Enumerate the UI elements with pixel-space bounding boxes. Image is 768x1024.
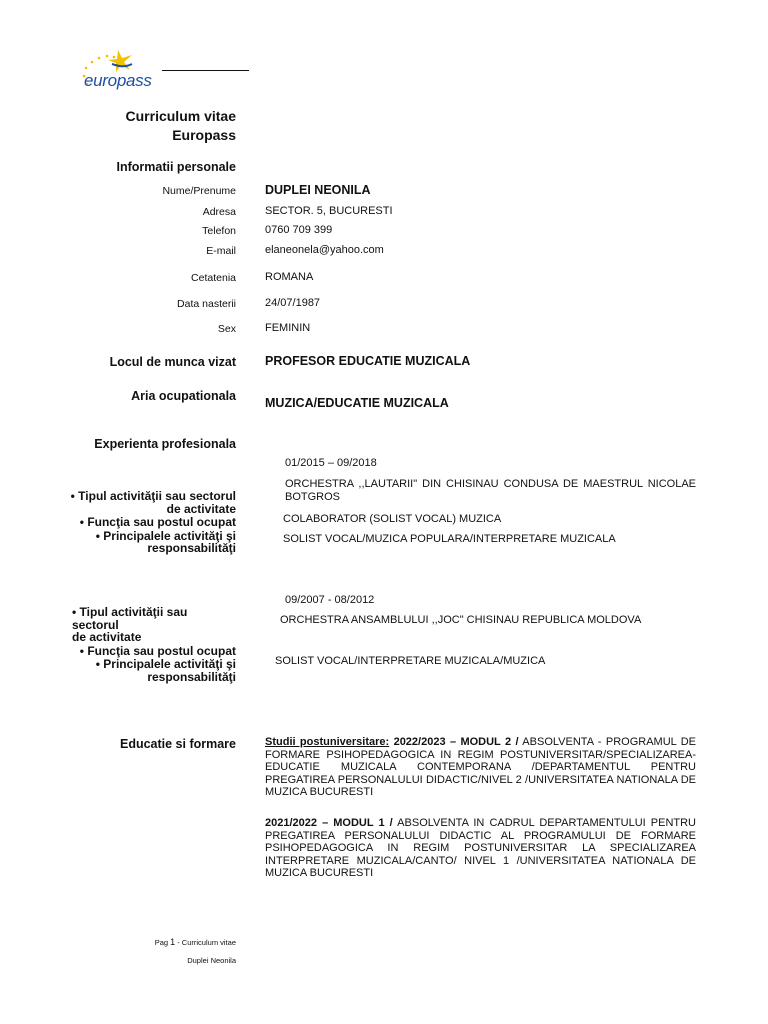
phone-label: Telefon — [202, 225, 236, 237]
occupational-area-label: Aria ocupationala — [131, 389, 236, 403]
email-value: elaneonela@yahoo.com — [265, 244, 384, 256]
footer-cv: - Curriculum vitae — [175, 938, 236, 947]
experience-2-sector: ORCHESTRA ANSAMBLULUI ,,JOC" CHISINAU REPUBLICA MOLDOVA — [280, 614, 642, 626]
occupational-area-value: MUZICA/EDUCATIE MUZICALA — [265, 396, 449, 410]
header-rule — [162, 70, 249, 71]
email-label: E-mail — [206, 245, 236, 257]
desired-job-value: PROFESOR EDUCATIE MUZICALA — [265, 354, 471, 368]
experience-1-period: 01/2015 – 09/2018 — [285, 457, 377, 469]
experience-1-role: COLABORATOR (SOLIST VOCAL) MUZICA — [283, 513, 502, 525]
europass-logo-text: europass — [84, 71, 152, 90]
education-p1-bold: 2022/2023 – MODUL 2 / — [389, 736, 519, 748]
birth-date-value: 24/07/1987 — [265, 297, 321, 309]
activities-label-b: responsabilităţi — [147, 541, 236, 556]
experience-2-period: 09/2007 - 08/2012 — [285, 594, 375, 606]
cv-title-line1: Curriculum vitae — [125, 108, 236, 124]
experience-1-sector: ORCHESTRA ,,LAUTARII" DIN CHISINAU CONDUSA DE MAESTRUL NICOLAE BOTGROS — [285, 478, 696, 503]
role-label: • Funcţia sau postul ocupat — [79, 515, 236, 530]
experience-heading: Experienta profesionala — [94, 437, 236, 451]
sector-label-a: • Tipul activităţii sau sectorul — [70, 489, 236, 503]
education-p2-text: ABSOLVENTA IN CADRUL DEPARTAMENTULUI PENTRU PREGATIREA PERSONALULUI DIDACTIC AL PROGRAMULUI DE FORMARE PSIHOPEDAGOGICA IN REGIM POSTUNIVERSITAR LA SPECIALIZAREA INTERPRETARE MUZICALA/CANTO/ NIVEL 1 /UNIVERSITATEA NATIONALA DE MUZICA BUCURESTI — [265, 817, 696, 880]
address-value: SECTOR. 5, BUCURESTI — [265, 205, 393, 217]
education-paragraph-2 — [265, 817, 696, 880]
education-paragraph-1 — [265, 736, 696, 799]
activities-label-a: • Principalele activităţi şi — [95, 528, 236, 543]
birth-date-label: Data nasterii — [177, 298, 236, 310]
name-value: DUPLEI NEONILA — [265, 183, 371, 197]
experience-2-activities: SOLIST VOCAL/INTERPRETARE MUZICALA/MUZICA — [275, 655, 546, 667]
activities-label-2b: responsabilităţi — [147, 669, 236, 684]
footer-line1 — [155, 937, 236, 947]
cv-title-line2: Europass — [172, 127, 236, 143]
education-p1-text: ABSOLVENTA - PROGRAMUL DE FORMARE PSIHOPEDAGOGICA IN REGIM POSTUNIVERSITAR/SPECIALIZAREA-EDUCATIE MUZICALA CONTEMPORANA /DEPARTAMENTUL PENTRU PREGATIREA PERSONALULUI DIDACTIC/NIVEL 2 /UNIVERSITATEA NATIONALA DE MUZICA BUCURESTI — [265, 736, 697, 799]
sector-label-2a: • Tipul activităţii sau sectorul — [72, 605, 188, 632]
role-label-2: • Funcţia sau postul ocupat — [79, 643, 236, 658]
experience-1-activities: SOLIST VOCAL/MUZICA POPULARA/INTERPRETARE MUZICALA — [283, 533, 616, 545]
citizenship-value: ROMANA — [265, 271, 314, 283]
desired-job-label: Locul de munca vizat — [109, 355, 236, 369]
footer-pag: Pag — [154, 938, 171, 947]
personal-info-heading: Informatii personale — [116, 160, 236, 174]
education-p1-prefix: Studii postuniversitare: — [265, 736, 390, 748]
europass-logo — [78, 46, 168, 96]
experience-2-labels — [40, 606, 236, 684]
citizenship-label: Cetatenia — [191, 272, 236, 284]
sex-label: Sex — [217, 323, 236, 335]
phone-value: 0760 709 399 — [265, 224, 333, 236]
activities-label-2a: • Principalele activităţi şi — [95, 657, 236, 672]
experience-1-labels — [40, 490, 236, 555]
sex-value: FEMININ — [265, 322, 311, 334]
footer-line2: Duplei Neonila — [187, 956, 236, 965]
education-p2-bold: 2021/2022 – MODUL 1 / — [265, 817, 393, 829]
address-label: Adresa — [202, 206, 236, 218]
sector-label-b: de activitate — [166, 501, 236, 516]
name-label: Nume/Prenume — [162, 185, 236, 197]
footer-page-number: 1 — [170, 937, 176, 947]
sector-label-2b: de activitate — [72, 630, 142, 645]
education-label: Educatie si formare — [119, 737, 236, 751]
